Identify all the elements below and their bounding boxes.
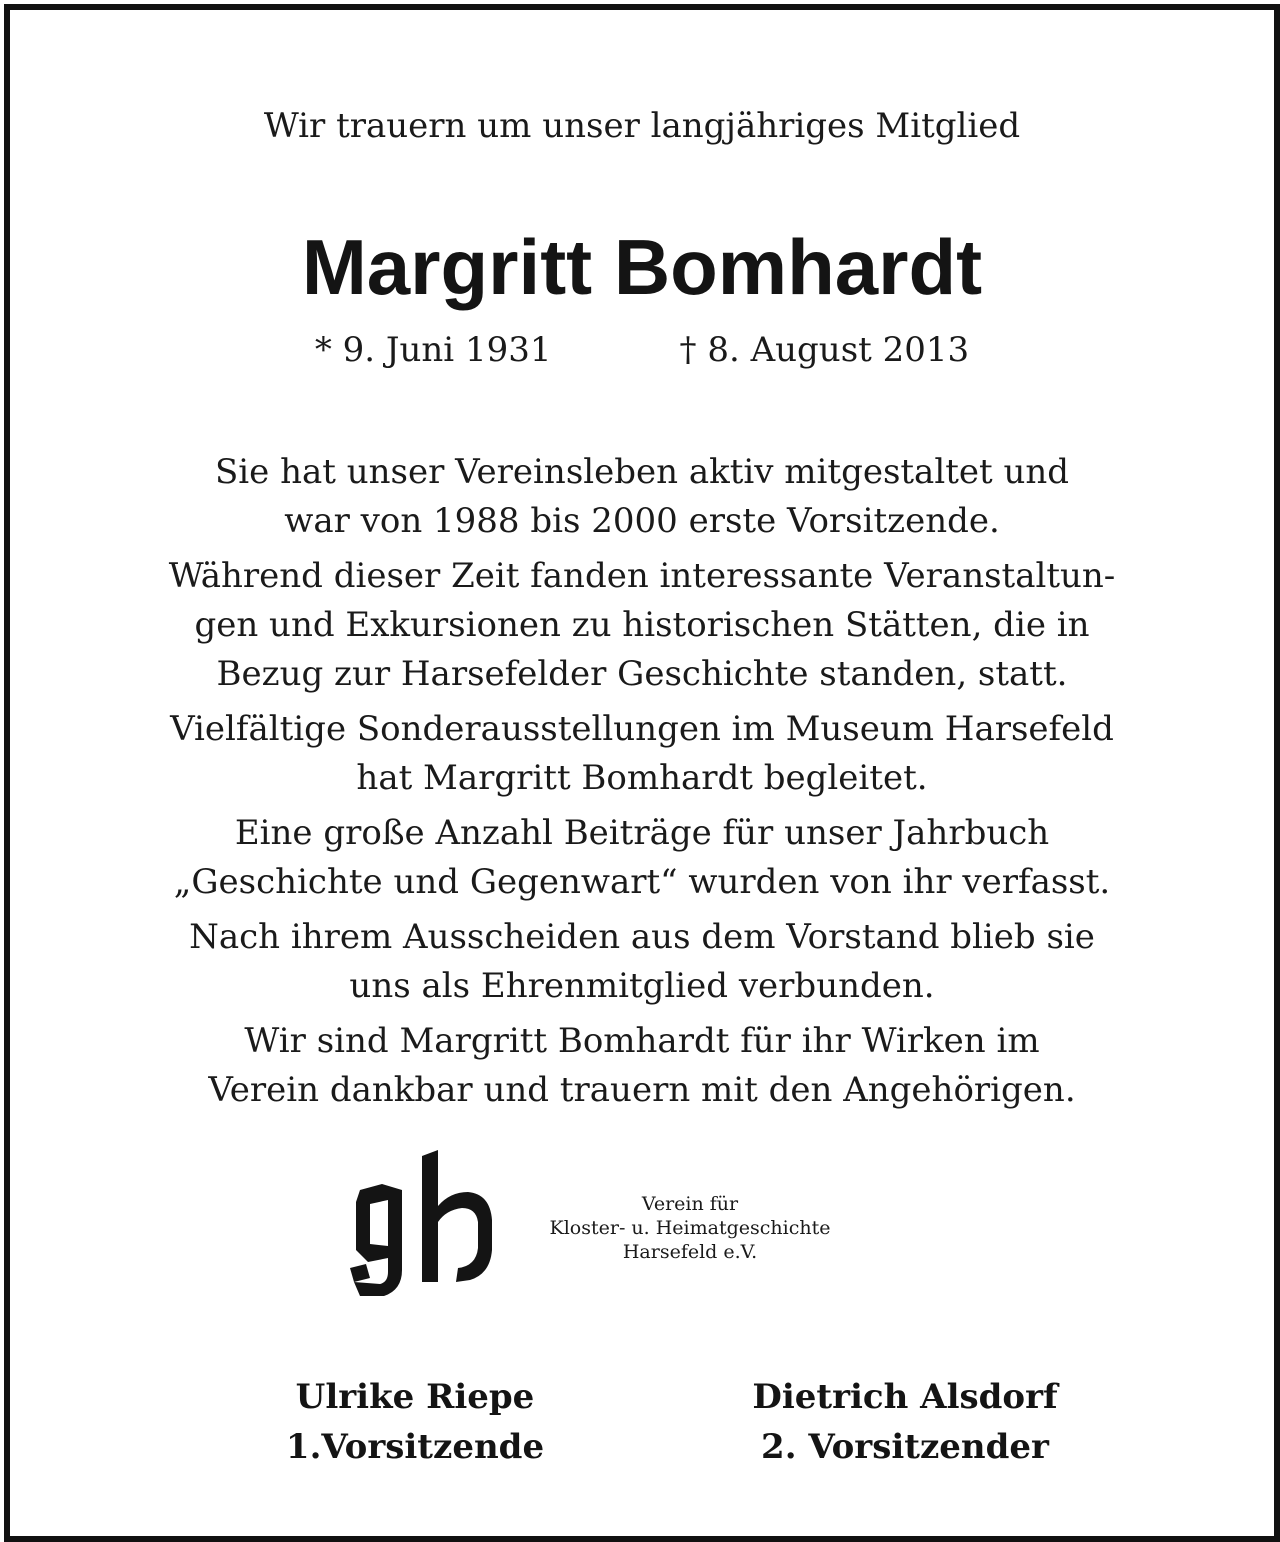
death-date: † 8. August 2013	[679, 330, 970, 370]
text-line: Sie hat unser Vereinsleben aktiv mitgestaltet und	[214, 452, 1070, 492]
text-line: Verein dankbar und trauern mit den Angehörigen.	[208, 1070, 1076, 1110]
text-line: uns als Ehrenmitglied verbunden.	[349, 966, 935, 1006]
text-line: Eine große Anzahl Beiträge für unser Jahrbuch	[234, 813, 1050, 853]
association-name	[540, 1192, 840, 1264]
text-line: war von 1988 bis 2000 erste Vorsitzende.	[284, 501, 1000, 541]
paragraph	[10, 809, 1274, 907]
signer-role: 2. Vorsitzender	[761, 1427, 1049, 1467]
logo-text-line: Harsefeld e.V.	[622, 1241, 758, 1263]
logo-text-line: Kloster- u. Heimatgeschichte	[549, 1217, 831, 1239]
paragraph	[10, 448, 1274, 546]
signer-name: Dietrich Alsdorf	[752, 1377, 1058, 1417]
association-logo	[340, 1150, 840, 1310]
text-line: „Geschichte und Gegenwart“ wurden von ihr verfasst.	[173, 862, 1111, 902]
intro-line: Wir trauern um unser langjähriges Mitglied	[263, 106, 1021, 146]
text-line: Wir sind Margritt Bomhardt für ihr Wirken im	[244, 1021, 1040, 1061]
text-line: Vielfältige Sonderausstellungen im Museum Harsefeld	[170, 709, 1114, 749]
signer-name: Ulrike Riepe	[295, 1377, 535, 1417]
signer-first	[210, 1372, 620, 1472]
text-line: hat Margritt Bomhardt begleitet.	[356, 758, 928, 798]
tribute-text	[10, 448, 1274, 1121]
signer-role: 1.Vorsitzende	[285, 1427, 545, 1467]
obituary-notice	[4, 4, 1280, 1542]
paragraph	[10, 552, 1274, 699]
signer-second	[700, 1372, 1110, 1472]
text-line: Nach ihrem Ausscheiden aus dem Vorstand blieb sie	[189, 917, 1095, 957]
paragraph	[10, 705, 1274, 803]
paragraph	[10, 913, 1274, 1011]
logo-text-line: Verein für	[641, 1193, 739, 1215]
text-line: Während dieser Zeit fanden interessante Veranstaltun-	[168, 556, 1116, 596]
gh-monogram-icon	[340, 1150, 510, 1310]
paragraph	[10, 1017, 1274, 1115]
text-line: Bezug zur Harsefelder Geschichte standen, statt.	[216, 654, 1068, 694]
birth-date: * 9. Juni 1931	[314, 330, 552, 370]
deceased-name: Margritt Bomhardt	[301, 223, 983, 311]
text-line: gen und Exkursionen zu historischen Stätten, die in	[194, 605, 1090, 645]
life-dates	[10, 330, 1274, 370]
